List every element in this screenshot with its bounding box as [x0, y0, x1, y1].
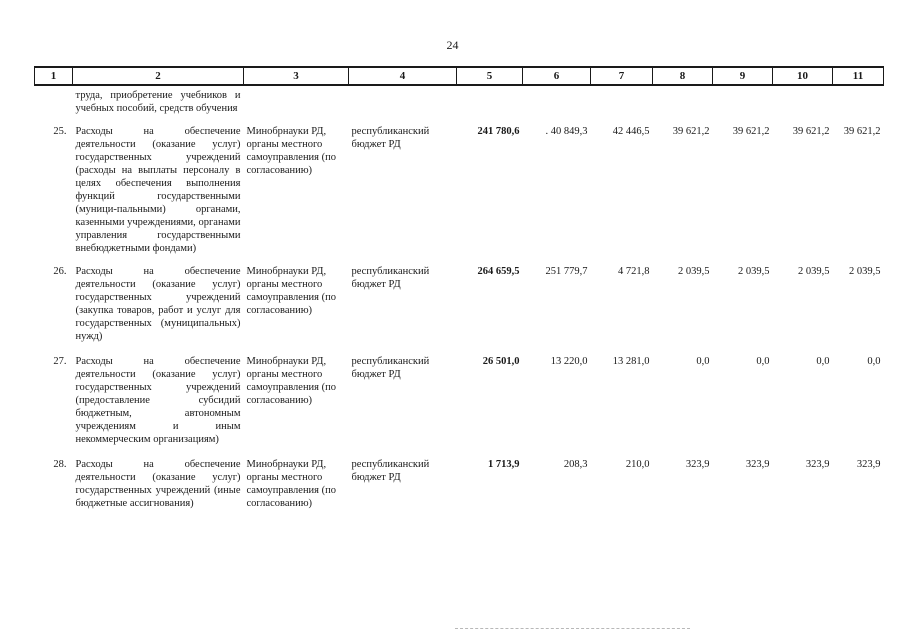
row-value-col10: 0,0 [816, 356, 830, 367]
row-value-col7: 4 721,8 [618, 266, 650, 277]
row-value-col7: 13 281,0 [612, 356, 650, 367]
row-funding-source: республиканский бюджет РД [351, 356, 430, 380]
row-number: 28. [53, 459, 67, 470]
row-value-col9: 323,9 [745, 459, 770, 470]
table-row-continuation [35, 85, 884, 125]
page-number: 24 [446, 38, 459, 52]
header-col-11: 11 [833, 67, 884, 85]
row-number: 27. [53, 356, 67, 367]
row-value-col11: 2 039,5 [849, 266, 881, 277]
header-col-4: 4 [349, 67, 457, 85]
row-value-col10: 2 039,5 [798, 266, 830, 277]
table-row [35, 355, 884, 458]
row-description: Расходы на обеспечение деятельности (оказание услуг) государственных учреждений (расходы на выплаты персоналу в целях обеспечения выполнения функций государственными (муници-пальными) органами, казенными учреждениями, органами управления государственными внебюджетными фондами) [75, 126, 241, 254]
row-description: Расходы на обеспечение деятельности (оказание услуг) государственных учреждений (предоставление субсидий бюджетным, автономным учреждениям и иным некоммерческим организациям) [75, 356, 241, 445]
row-value-col8: 323,9 [685, 459, 710, 470]
budget-table [34, 66, 884, 510]
row-executor: Минобрнауки РД, органы местного самоуправления (по согласованию) [246, 126, 337, 176]
header-col-1: 1 [35, 67, 73, 85]
row-value-col11: 39 621,2 [843, 126, 881, 137]
row-funding-source: республиканский бюджет РД [351, 459, 430, 483]
row-value-col8: 0,0 [696, 356, 710, 367]
row-total: 241 780,6 [477, 126, 520, 137]
row-description: Расходы на обеспечение деятельности (оказание услуг) государственных учреждений (иные бюджетные ассигнования) [75, 459, 241, 509]
row-value-col10: 323,9 [805, 459, 830, 470]
header-col-10: 10 [773, 67, 833, 85]
header-col-8: 8 [653, 67, 713, 85]
header-col-9: 9 [713, 67, 773, 85]
row-value-col6: 251 779,7 [545, 266, 588, 277]
row-total: 26 501,0 [482, 356, 520, 367]
row-value-col10: 39 621,2 [792, 126, 830, 137]
table-row [35, 125, 884, 265]
header-col-5: 5 [457, 67, 523, 85]
header-col-7: 7 [591, 67, 653, 85]
row-value-col7: 42 446,5 [612, 126, 650, 137]
row-value-col9: 0,0 [756, 356, 770, 367]
continuation-description: труда, приобретение учебников и учебных пособий, средств обучения [75, 90, 241, 114]
row-value-col9: 2 039,5 [738, 266, 770, 277]
row-value-col9: 39 621,2 [732, 126, 770, 137]
row-executor: Минобрнауки РД, органы местного самоуправления (по согласованию) [246, 459, 337, 509]
row-funding-source: республиканский бюджет РД [351, 126, 430, 150]
row-total: 264 659,5 [477, 266, 520, 277]
row-number: 26. [53, 266, 67, 277]
row-value-col6: 13 220,0 [550, 356, 588, 367]
row-value-col8: 39 621,2 [672, 126, 710, 137]
row-value-col11: 323,9 [856, 459, 881, 470]
header-row [35, 67, 884, 85]
row-description: Расходы на обеспечение деятельности (оказание услуг) государственных учреждений (закупка товаров, работ и услуг для государственных (муниципальных) нужд) [75, 266, 241, 342]
scan-artifact-line [455, 628, 690, 629]
table-row [35, 265, 884, 355]
row-number: 25. [53, 126, 67, 137]
row-executor: Минобрнауки РД, органы местного самоуправления (по согласованию) [246, 266, 337, 316]
row-value-col6: 208,3 [563, 459, 588, 470]
row-executor: Минобрнауки РД, органы местного самоуправления (по согласованию) [246, 356, 337, 406]
row-value-col8: 2 039,5 [678, 266, 710, 277]
row-value-col6: . 40 849,3 [545, 126, 588, 137]
row-value-col11: 0,0 [867, 356, 881, 367]
table-row [35, 458, 884, 510]
row-value-col7: 210,0 [625, 459, 650, 470]
header-col-3: 3 [244, 67, 349, 85]
row-total: 1 713,9 [488, 459, 520, 470]
row-funding-source: республиканский бюджет РД [351, 266, 430, 290]
header-col-6: 6 [523, 67, 591, 85]
header-col-2: 2 [73, 67, 244, 85]
